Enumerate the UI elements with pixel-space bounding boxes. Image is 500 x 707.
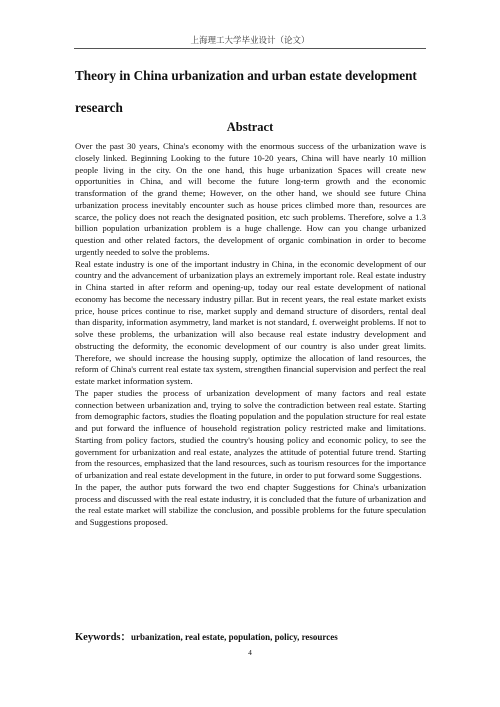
page-number: 4: [248, 648, 252, 657]
abstract-heading: Abstract: [226, 120, 274, 134]
abstract-paragraph-4: In the paper, the author puts forward the two end chapter Suggestions for China's urbanization process and discussed with the real estate industry, it is concluded that the future of urbanization and the real estate market will stabilize the conclusion, and possible problems for the future speculation and Suggestions proposed.: [75, 481, 426, 527]
abstract-body: [75, 141, 426, 529]
abstract-paragraph-2: Real estate industry is one of the important industry in China, in the economic development of our country and the advancement of urbanization plays an extremely important role. Real estate industry in China started in after reform and opening-up, today our real estate development of national economy has become the necessary industry pillar. But in recent years, the real estate market exists price, house prices continue to rise, market supply and demand structure of disorders, rental deal than disparity, information asymmetry, land market is not standard, f. overweight problems. If not to solve these problems, the urbanization will also because real estate industry development and obstructing the deformity, the economic development of our country is also under great limits. Therefore, we should increase the housing supply, optimize the allocation of land resources, the reform of China's current real estate tax system, strengthen financial supervision and perfect the real estate market information system.: [75, 258, 426, 386]
running-header: 上海理工大学毕业设计（论文）: [190, 35, 310, 45]
abstract-paragraph-1: Over the past 30 years, China's economy with the enormous success of the urbanization wave is closely linked. Beginning Looking to the future 10-20 years, China will have nearly 10 million people living in the city. On the one hand, this huge urbanization Spaces will create new opportunities in China, and will become the future long-term growth and the economic transformation of the grand theme; However, on the other hand, we should see future China urbanization process inevitably encounter such as house prices climbed more than, resources are scarce, the policy does not reach the designated position, etc such problems. Therefore, solve a 1.3 billion population urbanization problem is a huge challenge. How can you change urbanized question and other related factors, the development of organic combination in order to become urgently needed to solve the problems.: [75, 141, 426, 257]
keywords-line: [75, 629, 426, 644]
keywords-label: Keywords：: [75, 632, 131, 643]
thesis-title: Theory in China urbanization and urban estate development research: [75, 68, 417, 115]
keywords-terms: urbanization, real estate, population, policy, resources: [131, 632, 338, 642]
abstract-paragraph-3: The paper studies the process of urbanization development of many factors and real estate connection between urbanization and, trying to solve the contradiction between real estate. Starting from demographic factors, studies the floating population and the population structure for real estate and put forward the influence of household registration policy restricted make and limitations. Starting from policy factors, studied the country's housing policy and economic policy, to see the government for urbanization and real estate, analyzes the attitude of potential future trend. Starting from the resources, emphasized that the land resources, such as tourism resources for the importance of urbanization and real estate development in the future, in order to put forward some Suggestions.: [75, 387, 426, 480]
header-rule: [74, 48, 426, 49]
